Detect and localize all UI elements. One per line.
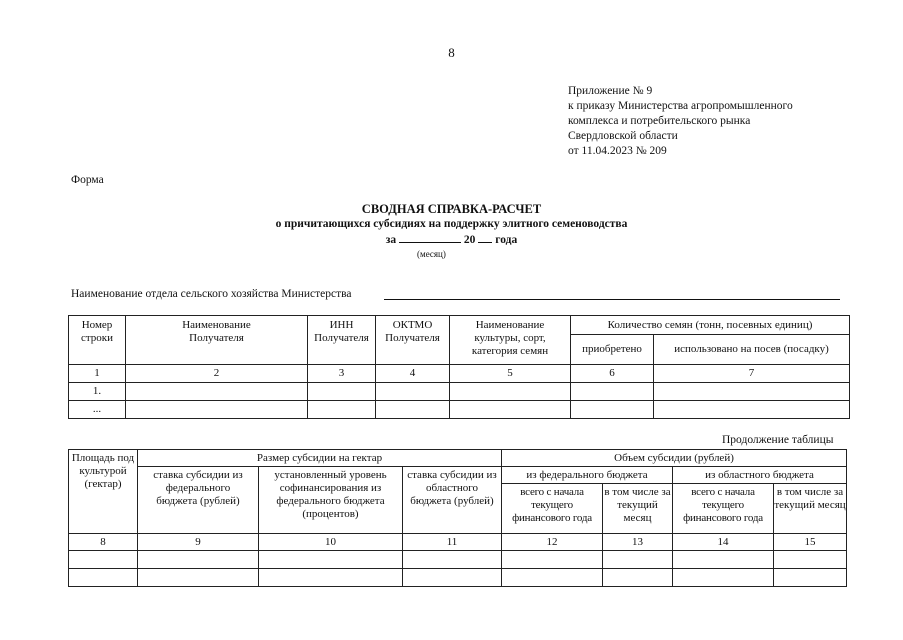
header-recipient-name: Наименование Получателя <box>126 316 308 365</box>
table-cell[interactable] <box>502 551 603 569</box>
continuation-label: Продолжение таблицы <box>722 434 834 446</box>
page-number: 8 <box>448 45 455 60</box>
column-number: 4 <box>376 365 450 383</box>
table-cell[interactable] <box>138 551 259 569</box>
table-row <box>69 551 847 569</box>
appendix-line: к приказу Министерства агропромышленного <box>568 100 793 112</box>
column-number: 15 <box>774 534 847 551</box>
table-cell[interactable] <box>69 551 138 569</box>
period-year: 20 <box>463 234 476 246</box>
table-cell[interactable] <box>654 383 850 401</box>
table-row <box>69 401 850 419</box>
column-number: 8 <box>69 534 138 551</box>
table-cell[interactable] <box>308 383 376 401</box>
month-note: (месяц) <box>417 249 446 259</box>
table-cell[interactable] <box>259 551 403 569</box>
column-number: 7 <box>654 365 850 383</box>
table-cell[interactable] <box>450 383 571 401</box>
header-seed-quantity: Количество семян (тонн, посевных единиц) <box>571 316 850 335</box>
header-cofinancing: установленный уровень софинансирования из федерального бюджета (процентов) <box>259 467 403 534</box>
period-prefix: за <box>385 234 397 246</box>
subsidy-table <box>68 449 847 587</box>
appendix-line: от 11.04.2023 № 209 <box>568 145 667 157</box>
column-number: 11 <box>403 534 502 551</box>
table-cell[interactable] <box>571 401 654 419</box>
header-oktmo: ОКТМО Получателя <box>376 316 450 365</box>
column-number: 3 <box>308 365 376 383</box>
appendix-line: Свердловской области <box>568 130 678 142</box>
table-cell[interactable] <box>502 569 603 587</box>
header-federal-rate: ставка субсидии из федерального бюджета (рублей) <box>138 467 259 534</box>
header-subsidy-per-ha: Размер субсидии на гектар <box>138 450 502 467</box>
header-regional-month: в том числе за текущий месяц <box>774 484 847 534</box>
header-crop-name: Наименование культуры, сорт, категория семян <box>450 316 571 365</box>
column-number: 13 <box>603 534 673 551</box>
period-suffix: года <box>495 234 518 246</box>
table-cell[interactable] <box>376 401 450 419</box>
table-row <box>69 569 847 587</box>
department-label: Наименование отдела сельского хозяйства Министерства <box>71 288 352 300</box>
header-subsidy-volume: Объем субсидии (рублей) <box>502 450 847 467</box>
header-used: использовано на посев (посадку) <box>654 335 850 365</box>
title-main: СВОДНАЯ СПРАВКА-РАСЧЕТ <box>361 202 542 216</box>
table-cell[interactable] <box>654 401 850 419</box>
period-line <box>0 232 903 248</box>
column-number: 12 <box>502 534 603 551</box>
table-cell[interactable] <box>774 551 847 569</box>
table-cell[interactable] <box>673 551 774 569</box>
header-federal-month: в том числе за текущий месяц <box>603 484 673 534</box>
header-row-number: Номер строки <box>69 316 126 365</box>
column-number: 2 <box>126 365 308 383</box>
table-cell[interactable] <box>126 401 308 419</box>
department-input-line[interactable] <box>384 299 840 300</box>
table-row <box>69 383 850 401</box>
row-number-cell: ... <box>69 401 126 419</box>
header-from-federal: из федерального бюджета <box>502 467 673 484</box>
column-number: 10 <box>259 534 403 551</box>
table-cell[interactable] <box>774 569 847 587</box>
table-cell[interactable] <box>673 569 774 587</box>
header-area: Площадь под культурой (гектар) <box>69 450 138 534</box>
header-from-regional: из областного бюджета <box>673 467 847 484</box>
column-number: 6 <box>571 365 654 383</box>
table-cell[interactable] <box>450 401 571 419</box>
appendix-line: Приложение № 9 <box>568 85 653 97</box>
appendix-line: комплекса и потребительского рынка <box>568 115 751 127</box>
document-title <box>0 201 903 248</box>
header-federal-total: всего с начала текущего финансового года <box>502 484 603 534</box>
month-blank[interactable] <box>399 232 461 243</box>
table-cell[interactable] <box>69 569 138 587</box>
table-cell[interactable] <box>376 383 450 401</box>
table-cell[interactable] <box>603 551 673 569</box>
header-regional-rate: ставка субсидии из областного бюджета (рублей) <box>403 467 502 534</box>
form-label: Форма <box>71 174 104 186</box>
table-cell[interactable] <box>138 569 259 587</box>
table-cell[interactable] <box>259 569 403 587</box>
header-inn: ИНН Получателя <box>308 316 376 365</box>
column-number: 14 <box>673 534 774 551</box>
header-regional-total: всего с начала текущего финансового года <box>673 484 774 534</box>
table-cell[interactable] <box>126 383 308 401</box>
appendix-block <box>568 84 793 159</box>
column-number: 1 <box>69 365 126 383</box>
table-cell[interactable] <box>571 383 654 401</box>
column-number: 9 <box>138 534 259 551</box>
table-cell[interactable] <box>308 401 376 419</box>
year-blank[interactable] <box>478 232 492 243</box>
header-acquired: приобретено <box>571 335 654 365</box>
recipients-table <box>68 315 850 419</box>
table-cell[interactable] <box>403 551 502 569</box>
table-cell[interactable] <box>403 569 502 587</box>
table-cell[interactable] <box>603 569 673 587</box>
row-number-cell: 1. <box>69 383 126 401</box>
title-sub: о причитающихся субсидиях на поддержку элитного семеноводства <box>275 218 628 230</box>
column-number: 5 <box>450 365 571 383</box>
